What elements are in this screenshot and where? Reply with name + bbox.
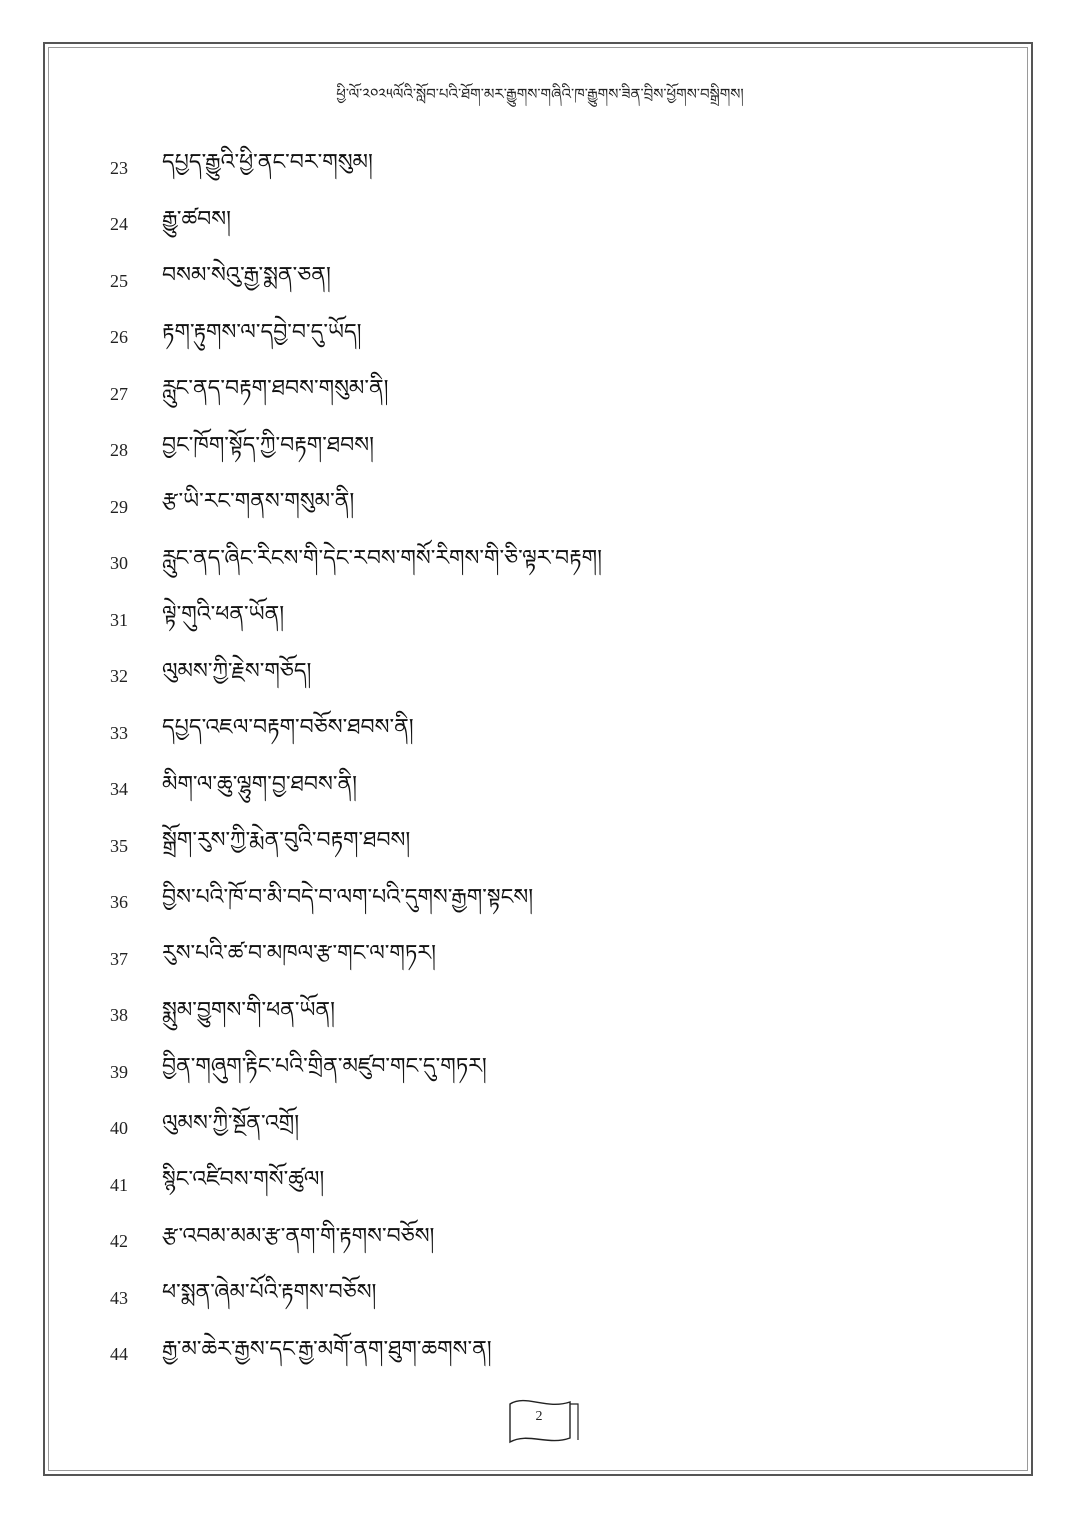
item-text: རླུང་ནད་བརྟག་ཐབས་གསུམ་ནི། <box>162 376 389 402</box>
list-item <box>110 762 970 819</box>
item-text: སྒྲོག་རུས་ཀྱི་རྨེན་བུའི་བརྟག་ཐབས། <box>162 828 411 854</box>
item-number: 32 <box>110 666 128 687</box>
list-item <box>110 1044 970 1101</box>
item-number: 44 <box>110 1344 128 1365</box>
item-number: 37 <box>110 948 128 969</box>
list-item <box>110 536 970 593</box>
item-number: 28 <box>110 440 128 461</box>
item-number: 35 <box>110 835 128 856</box>
list-item <box>110 705 970 762</box>
item-text: སྙིང་འཛིབས་གསོ་ཚུལ། <box>162 1167 325 1193</box>
item-text: རུས་པའི་ཚ་བ་མཁལ་རྩ་གང་ལ་གཏར། <box>162 941 436 967</box>
item-number: 43 <box>110 1287 128 1308</box>
item-number: 39 <box>110 1061 128 1082</box>
list-item <box>110 1214 970 1271</box>
item-text: དཔྱད་འཇལ་བརྟག་བཅོས་ཐབས་ནི། <box>162 715 414 741</box>
list-item <box>110 366 970 423</box>
item-number: 27 <box>110 383 128 404</box>
item-number: 34 <box>110 779 128 800</box>
item-text: རྒྱུ་ཚབས། <box>162 206 231 232</box>
item-text: རྩ་འབམ་མམ་རྩ་ནག་གི་རྟགས་བཅོས། <box>162 1223 435 1249</box>
item-text: ལྟེ་གུའི་ཕན་ཡོན། <box>162 602 285 628</box>
item-number: 33 <box>110 722 128 743</box>
list-item <box>110 649 970 706</box>
item-text: བྱང་ཁོག་སྟོད་ཀྱི་བརྟག་ཐབས། <box>162 432 374 458</box>
list-item <box>110 310 970 367</box>
item-number: 38 <box>110 1005 128 1026</box>
item-number: 26 <box>110 327 128 348</box>
item-number: 24 <box>110 214 128 235</box>
list-item <box>110 253 970 310</box>
list-item <box>110 423 970 480</box>
page-number: 2 <box>535 1409 543 1424</box>
item-text: རྩ་ཡི་རང་གནས་གསུམ་ནི། <box>162 489 355 515</box>
item-number: 41 <box>110 1174 128 1195</box>
list-item <box>110 818 970 875</box>
list-item <box>110 592 970 649</box>
item-number: 25 <box>110 270 128 291</box>
item-text: ལུམས་ཀྱི་སྔོན་འགྲོ། <box>162 1110 300 1136</box>
item-text: མིག་ལ་ཆུ་ལྷུག་བྱ་ཐབས་ནི། <box>162 771 358 797</box>
list-item <box>110 875 970 932</box>
list-item <box>110 1157 970 1214</box>
item-text: སྨུམ་བྱུགས་གི་ཕན་ཡོན། <box>162 997 335 1023</box>
item-number: 29 <box>110 496 128 517</box>
item-text: རྒྱ་མ་ཆེར་རྒྱས་དང་རྒྱ་མགོ་ནག་ཐུག་ཆགས་ན། <box>162 1336 492 1362</box>
question-list <box>110 140 970 1383</box>
item-number: 30 <box>110 553 128 574</box>
item-text: བྱིན་གཞུག་རྟིང་པའི་གྲིན་མཛུབ་གང་དུ་གཏར། <box>162 1054 487 1080</box>
list-item <box>110 931 970 988</box>
item-number: 31 <box>110 609 128 630</box>
item-text: རླུང་ནད་ཞིང་རིངས་གི་དེང་རབས་གསོ་རིགས་གི་ཅི་ལྟར་བརྟག། <box>162 545 603 571</box>
item-number: 42 <box>110 1231 128 1252</box>
item-text: རྟག་རྟུགས་ལ་དབྱེ་བ་དུ་ཡོད། <box>162 319 362 345</box>
item-text: ཕ་སྨན་ཞེམ་པོའི་རྟགས་བཅོས། <box>162 1280 377 1306</box>
list-item <box>110 140 970 197</box>
list-item <box>110 197 970 254</box>
item-number: 23 <box>110 157 128 178</box>
item-number: 36 <box>110 892 128 913</box>
list-item <box>110 1101 970 1158</box>
page-header: ཕྱི་ལོ་༢༠༢༥ལོའི་སློབ་པའི་ཐོག་མར་རྒྱུགས་གཞིའི་ཁ་རྒྱུགས་ཟིན་བྲིས་ཕྱོགས་བསྒྲིགས། <box>336 85 744 103</box>
list-item <box>110 988 970 1045</box>
list-item <box>110 1327 970 1384</box>
item-text: དཔྱད་རྒྱུའི་ཕྱི་ནང་བར་གསུམ། <box>162 150 373 176</box>
list-item <box>110 1270 970 1327</box>
item-text: བྱིས་པའི་ཁོ་བ་མི་བདེ་བ་ལག་པའི་དུགས་རྒྱག་སྟངས། <box>162 884 534 910</box>
item-text: བསམ་སེའུ་རྒྱ་སྨན་ཅན། <box>162 263 331 289</box>
item-text: ལུམས་ཀྱི་རྗེས་གཅོད། <box>162 658 312 684</box>
list-item <box>110 479 970 536</box>
item-number: 40 <box>110 1118 128 1139</box>
